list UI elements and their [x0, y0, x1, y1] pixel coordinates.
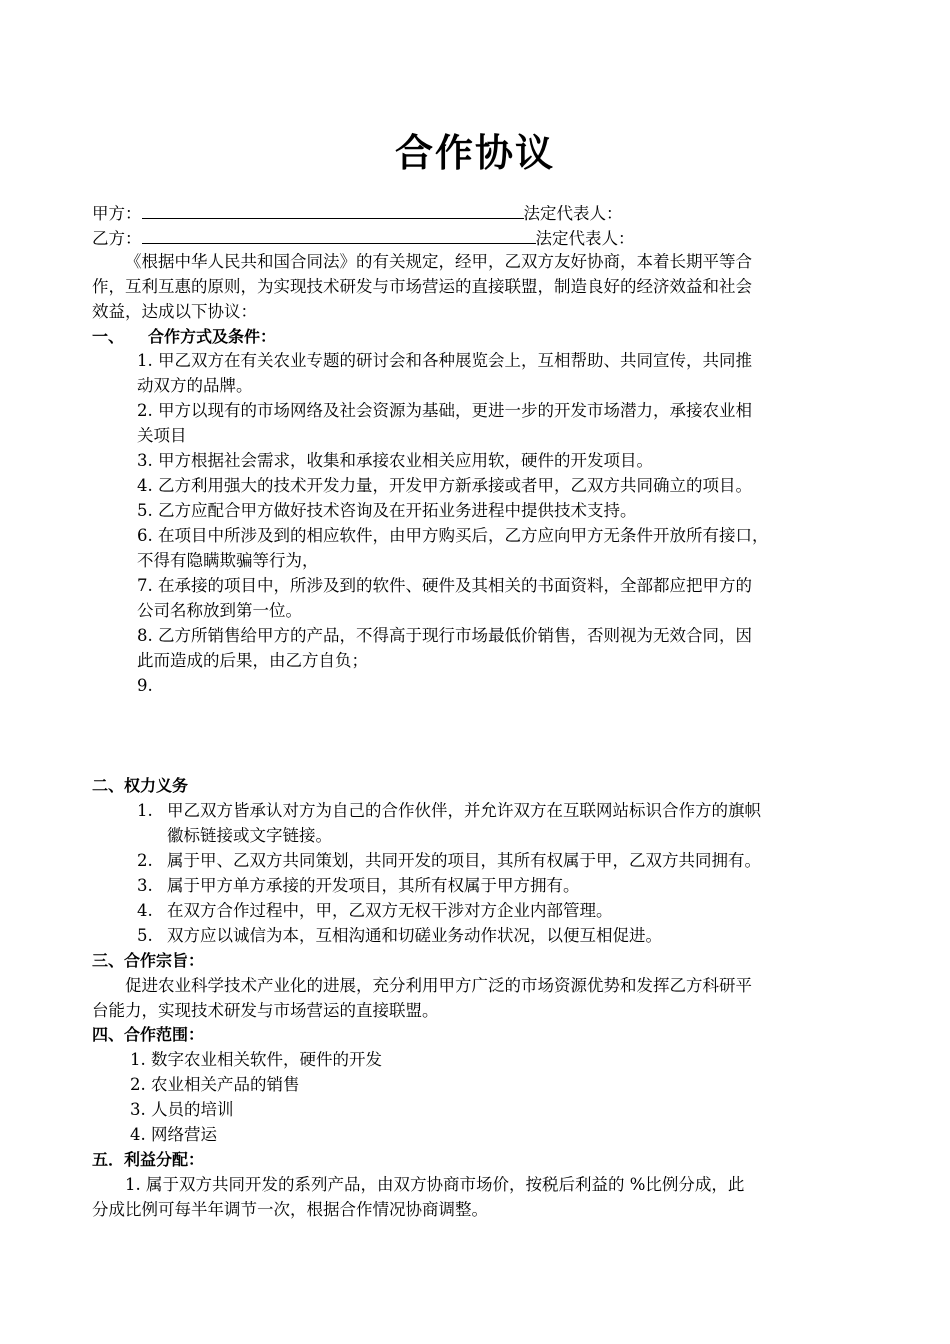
section-1-number: 一、: [92, 327, 125, 346]
section-1-line: 6. 在项目中所涉及到的相应软件，由甲方购买后，乙方应向甲方无条件开放所有接口，: [137, 526, 769, 545]
item-number: 4.: [137, 901, 153, 920]
section-3-heading: 三、合作宗旨：: [92, 951, 205, 970]
item-number: 1.: [137, 801, 153, 820]
section-2-item: [137, 875, 580, 897]
section-5-heading: 五．利益分配：: [92, 1150, 205, 1169]
section-1-line: 不得有隐瞒欺骗等行为，: [137, 551, 319, 570]
party-b-line: [92, 227, 635, 250]
section-2-item: [137, 925, 662, 947]
section-1-line: 3. 甲方根据社会需求，收集和承接农业相关应用软，硬件的开发项目。: [137, 451, 653, 470]
party-a-rep-label: 法定代表人：: [523, 204, 623, 223]
intro-line: 作，互利互惠的原则，为实现技术研发与市场营运的直接联盟，制造良好的经济效益和社会: [92, 277, 752, 296]
section-2-item: [137, 900, 613, 922]
section-4-line: 4. 网络营运: [130, 1125, 217, 1144]
section-3-line: 促进农业科学技术产业化的进展，充分利用甲方广泛的市场资源优势和发挥乙方科研平: [125, 976, 752, 995]
item-text: 属于甲、乙双方共同策划，共同开发的项目，其所有权属于甲，乙双方共同拥有。: [167, 851, 761, 870]
section-3-line: 台能力，实现技术研发与市场营运的直接联盟。: [92, 1001, 439, 1020]
section-1-heading: 合作方式及条件：: [148, 327, 277, 346]
section-1-line: 此而造成的后果，由乙方自负；: [137, 651, 368, 670]
section-4-line: 3. 人员的培训: [130, 1100, 234, 1119]
item-text: 在双方合作过程中，甲，乙双方无权干涉对方企业内部管理。: [167, 901, 613, 920]
section-2-item: [137, 800, 761, 822]
section-1-line: 4. 乙方利用强大的技术开发力量，开发甲方新承接或者甲，乙双方共同确立的项目。: [137, 476, 752, 495]
section-4-line: 2. 农业相关产品的销售: [130, 1075, 300, 1094]
party-b-blank: [142, 227, 536, 244]
item-text: 甲乙双方皆承认对方为自己的合作伙伴，并允许双方在互联网站标识合作方的旗帜: [167, 801, 761, 820]
section-1-line: 关项目: [137, 426, 187, 445]
item-text: 属于甲方单方承接的开发项目，其所有权属于甲方拥有。: [167, 876, 580, 895]
section-1-line: 1. 甲乙双方在有关农业专题的研讨会和各种展览会上，互相帮助、共同宣传，共同推: [137, 351, 752, 370]
party-b-rep-label: 法定代表人：: [535, 229, 635, 248]
intro-line: 《根据中华人民共和国合同法》的有关规定，经甲，乙双方友好协商，本着长期平等合: [125, 252, 752, 271]
section-2-item: [137, 850, 761, 872]
item-number: 2.: [137, 851, 153, 870]
section-1-line: 9.: [137, 676, 153, 695]
section-1-line: 动双方的品牌。: [137, 376, 253, 395]
party-a-line: [92, 202, 623, 225]
section-2-heading: 二、权力义务: [92, 776, 189, 795]
section-1-line: 7. 在承接的项目中，所涉及到的软件、硬件及其相关的书面资料，全部都应把甲方的: [137, 576, 752, 595]
section-1-line: 2. 甲方以现有的市场网络及社会资源为基础，更进一步的开发市场潜力，承接农业相: [137, 401, 752, 420]
item-text: 徽标链接或文字链接。: [167, 826, 332, 845]
section-4-line: 1. 数字农业相关软件，硬件的开发: [130, 1050, 382, 1069]
section-4-heading: 四、合作范围：: [92, 1025, 205, 1044]
party-a-blank: [142, 202, 524, 219]
section-5-line: 1. 属于双方共同开发的系列产品，由双方协商市场价，按税后利益的 %比例分成，此: [125, 1175, 745, 1194]
item-number: 3.: [137, 876, 153, 895]
intro-line: 效益，达成以下协议：: [92, 302, 257, 321]
item-number: 5.: [137, 926, 153, 945]
party-b-label: 乙方：: [92, 229, 142, 248]
section-1-line: 8. 乙方所销售给甲方的产品，不得高于现行市场最低价销售，否则视为无效合同，因: [137, 626, 752, 645]
section-2-item: [137, 825, 332, 847]
section-5-line: 分成比例可每半年调节一次，根据合作情况协商调整。: [92, 1200, 488, 1219]
item-text: 双方应以诚信为本，互相沟通和切磋业务动作状况，以便互相促进。: [167, 926, 662, 945]
section-1-line: 公司名称放到第一位。: [137, 601, 302, 620]
section-1-line: 5. 乙方应配合甲方做好技术咨询及在开拓业务进程中提供技术支持。: [137, 501, 637, 520]
party-a-label: 甲方：: [92, 204, 142, 223]
document-title: 合作协议: [394, 131, 555, 175]
